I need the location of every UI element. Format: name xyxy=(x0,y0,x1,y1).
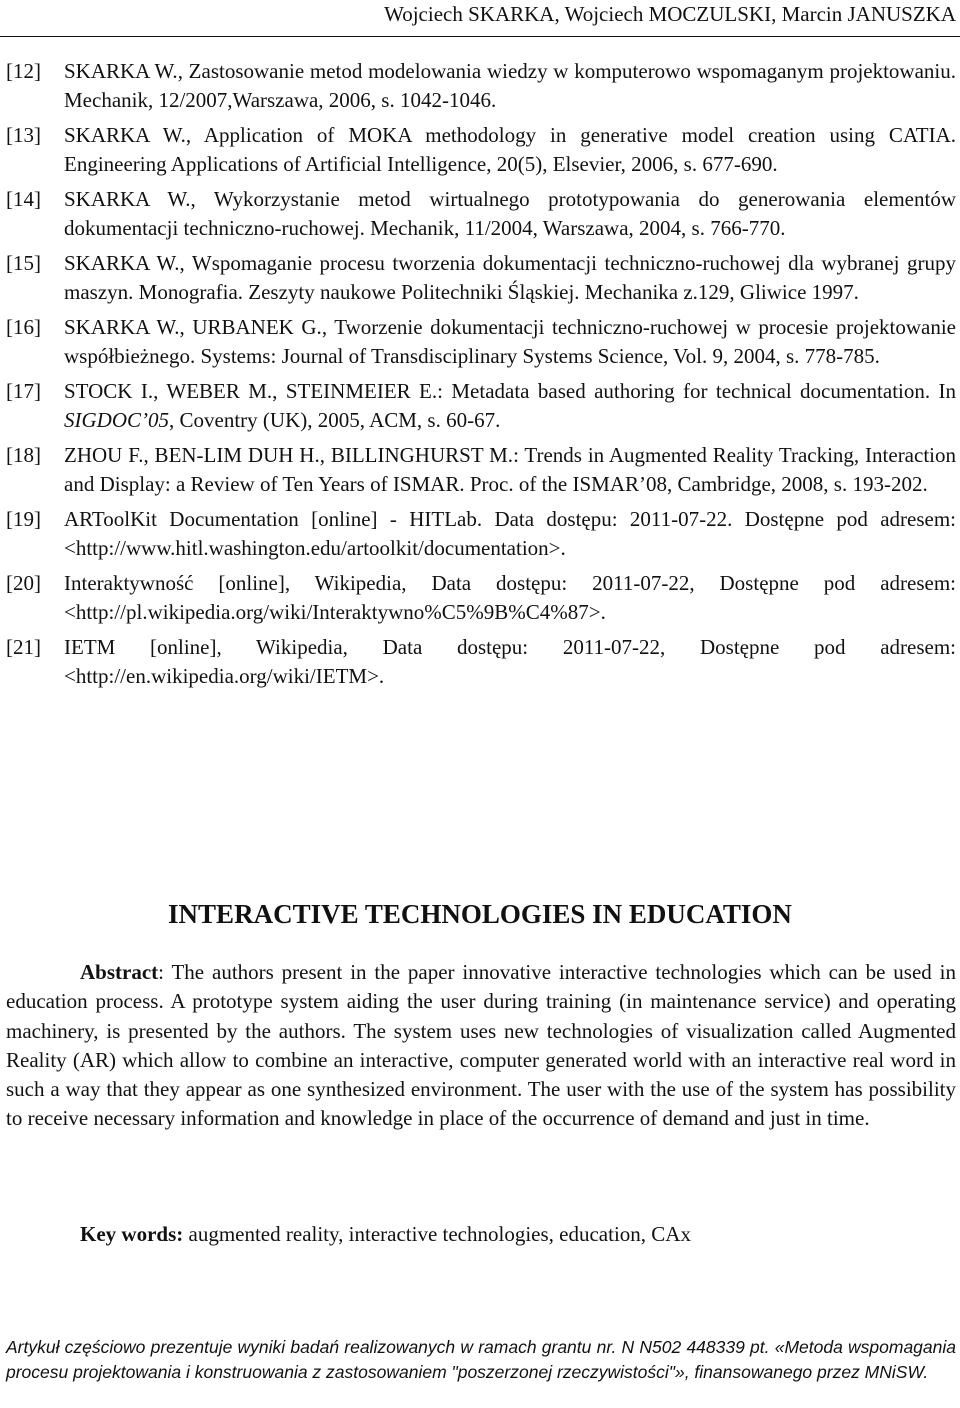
reference-tail: , Coventry (UK), 2005, ACM, s. 60-67. xyxy=(169,408,501,432)
reference-body: , Tworzenie dokumentacji techniczno-ruchowej w procesie projektowanie współbieżnego. Systems: Journal of Transdisciplinary Systems Science, Vol. 9, 2004, s. 778-785. xyxy=(64,315,956,368)
header-rule xyxy=(0,36,960,37)
reference-body: : Trends in Augmented Reality Tracking, Interaction and Display: a Review of Ten Years of ISMAR. Proc. of the ISMAR’08, Cambridge, 2008, s. 193-202. xyxy=(64,443,956,496)
reference-authors: SKARKA W. xyxy=(64,59,178,83)
reference-body: , Application of MOKA methodology in generative model creation using CATIA. Engineering Applications of Artificial Intelligence, 20(5), Elsevier, 2006, s. 677-690. xyxy=(64,123,957,176)
reference-number: [15] xyxy=(6,251,41,275)
keywords-text: augmented reality, interactive technologies, education, CAx xyxy=(183,1222,691,1246)
reference-number: [19] xyxy=(6,507,41,531)
reference-body: , Zastosowanie metod modelowania wiedzy w komputerowo wspomaganym projektowaniu. Mechanik, 12/2007,Warszawa, 2006, s. 1042-1046. xyxy=(64,59,957,112)
reference-number: [14] xyxy=(6,187,41,211)
reference-number: [20] xyxy=(6,571,41,595)
reference-body: ARToolKit Documentation [online] - HITLab. Data dostępu: 2011-07-22. Dostępne pod adresem: <http://www.hitl.washington.edu/artoolkit/documentation>. xyxy=(64,507,956,560)
reference-item xyxy=(6,185,956,243)
reference-number: [16] xyxy=(6,315,41,339)
abstract-label: Abstract xyxy=(80,960,159,984)
reference-item xyxy=(6,57,956,115)
reference-list xyxy=(6,57,956,697)
reference-number: [13] xyxy=(6,123,41,147)
reference-body: , Wspomaganie procesu tworzenia dokumentacji techniczno-ruchowej dla wybranej grupy maszyn. Monografia. Zeszyty naukowe Politechniki Śląskiej. Mechanika z.129, Gliwice 1997. xyxy=(64,251,956,304)
reference-item xyxy=(6,377,956,435)
reference-body: IETM [online], Wikipedia, Data dostępu: 2011-07-22, Dostępne pod adresem: <http://en.wikipedia.org/wiki/IETM>. xyxy=(64,635,956,688)
reference-authors: SKARKA W. xyxy=(64,187,191,211)
reference-italic: SIGDOC’05 xyxy=(64,408,169,432)
reference-item xyxy=(6,249,956,307)
reference-item xyxy=(6,505,956,563)
running-header: Wojciech SKARKA, Wojciech MOCZULSKI, Marcin JANUSZKA xyxy=(384,2,956,26)
abstract xyxy=(6,958,956,1134)
abstract-text: : The authors present in the paper innovative interactive technologies which can be used in education process. A prototype system aiding the user during training (in maintenance service) and operating machinery, is presented by the authors. The system uses new technologies of visualization called Augmented Reality (AR) which allow to combine an interactive, computer generated world with an interactive real word in such a way that they appear as one synthesized environment. The user with the use of the system has possibility to receive necessary information and knowledge in place of the occurrence of demand and just in time. xyxy=(6,960,956,1131)
keywords xyxy=(80,1220,691,1249)
paper-title: INTERACTIVE TECHNOLOGIES IN EDUCATION xyxy=(168,899,792,929)
reference-body: , Wykorzystanie metod wirtualnego prototypowania do generowania elementów dokumentacji techniczno-ruchowej. Mechanik, 11/2004, Warszawa, 2004, s. 766-770. xyxy=(64,187,957,240)
reference-number: [12] xyxy=(6,59,41,83)
reference-authors: ZHOU F., BEN-LIM DUH H., BILLINGHURST M. xyxy=(64,443,514,467)
reference-item xyxy=(6,633,956,691)
reference-number: [21] xyxy=(6,635,41,659)
keywords-label: Key words: xyxy=(80,1222,184,1246)
funding-footnote: Artykuł częściowo prezentuje wyniki badań realizowanych w ramach grantu nr. N N502 448339 pt. «Metoda wspomagania procesu projektowania i konstruowania z zastosowaniem "poszerzonej rzeczywistości"», finansowanego przez MNiSW. xyxy=(6,1337,956,1382)
reference-authors: STOCK I., WEBER M., STEINMEIER E. xyxy=(64,379,438,403)
reference-authors: SKARKA W. xyxy=(64,251,180,275)
reference-body: Interaktywność [online], Wikipedia, Data dostępu: 2011-07-22, Dostępne pod adresem: <http://pl.wikipedia.org/wiki/Interaktywno%C5%9B%C4%87>. xyxy=(64,571,956,624)
reference-number: [17] xyxy=(6,379,41,403)
reference-item xyxy=(6,313,956,371)
reference-authors: SKARKA W. xyxy=(64,123,186,147)
reference-authors: SKARKA W., URBANEK G. xyxy=(64,315,322,339)
reference-body: : Metadata based authoring for technical documentation. In xyxy=(437,379,957,403)
reference-item xyxy=(6,121,956,179)
reference-item xyxy=(6,441,956,499)
reference-number: [18] xyxy=(6,443,41,467)
reference-item xyxy=(6,569,956,627)
